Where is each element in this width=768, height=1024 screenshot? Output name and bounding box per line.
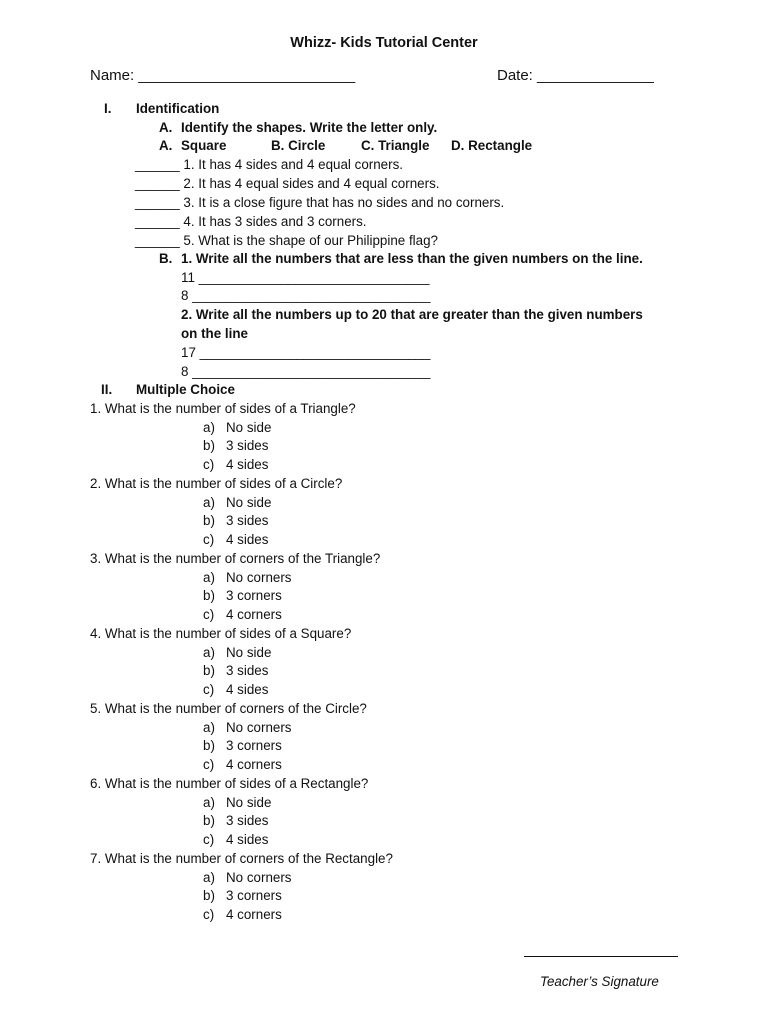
name-field: Name: __________________________	[90, 67, 356, 84]
question-text: 6. What is the number of sides of a Rectangle?	[90, 776, 369, 791]
date-field: Date: ______________	[497, 67, 654, 84]
signature-line	[524, 939, 678, 957]
option-text: 4 corners	[226, 757, 282, 772]
question-text: 4. What is the number of sides of a Square?	[90, 626, 352, 641]
option-text: No side	[226, 645, 272, 660]
option-letter: c)	[203, 607, 215, 622]
option-text: 3 sides	[226, 513, 269, 528]
option-letter: b)	[203, 813, 215, 828]
identification-item: ______ 2. It has 4 equal sides and 4 equal corners.	[135, 176, 440, 191]
answer-line: 8 ________________________________	[181, 364, 431, 379]
partA-instruction: Identify the shapes. Write the letter only.	[181, 120, 438, 135]
identification-item: ______ 1. It has 4 sides and 4 equal corners.	[135, 157, 403, 172]
option-letter: a)	[203, 795, 215, 810]
option-letter: c)	[203, 907, 215, 922]
signature-label: Teacher’s Signature	[540, 974, 659, 989]
option-letter: b)	[203, 513, 215, 528]
partA-letter: A.	[159, 120, 173, 135]
option-text: 4 corners	[226, 607, 282, 622]
choice-a-label: Square	[181, 138, 227, 153]
identification-item: ______ 4. It has 3 sides and 3 corners.	[135, 214, 367, 229]
option-letter: b)	[203, 738, 215, 753]
option-letter: a)	[203, 420, 215, 435]
answer-line: 11 _______________________________	[181, 270, 430, 285]
option-text: 3 corners	[226, 738, 282, 753]
answer-line: 8 ________________________________	[181, 288, 431, 303]
partB-q2-continued: on the line	[181, 326, 248, 341]
option-letter: b)	[203, 663, 215, 678]
section2-heading: Multiple Choice	[136, 382, 235, 397]
partB-q2: 2. Write all the numbers up to 20 that are greater than the given numbers	[181, 307, 643, 322]
option-text: 4 sides	[226, 832, 269, 847]
choice-d-label: D. Rectangle	[451, 138, 533, 153]
option-letter: c)	[203, 832, 215, 847]
choice-c-label: C. Triangle	[361, 138, 430, 153]
option-text: 3 sides	[226, 663, 269, 678]
option-letter: c)	[203, 757, 215, 772]
option-letter: b)	[203, 888, 215, 903]
question-text: 1. What is the number of sides of a Triangle?	[90, 401, 356, 416]
option-text: 3 sides	[226, 813, 269, 828]
answer-line: 17 _______________________________	[181, 345, 431, 360]
option-letter: c)	[203, 532, 215, 547]
option-letter: a)	[203, 645, 215, 660]
page-title: Whizz- Kids Tutorial Center	[290, 35, 478, 51]
option-text: No corners	[226, 870, 292, 885]
option-text: 3 corners	[226, 888, 282, 903]
partB-q1: 1. Write all the numbers that are less than the given numbers on the line.	[181, 251, 643, 266]
option-text: No corners	[226, 720, 292, 735]
option-text: 4 sides	[226, 532, 269, 547]
option-letter: b)	[203, 588, 215, 603]
option-text: 3 sides	[226, 438, 269, 453]
option-letter: c)	[203, 682, 215, 697]
option-text: No side	[226, 495, 272, 510]
choice-b-label: B. Circle	[271, 138, 326, 153]
option-letter: a)	[203, 720, 215, 735]
option-text: 4 sides	[226, 457, 269, 472]
option-text: 4 sides	[226, 682, 269, 697]
section1-numeral: I.	[104, 101, 112, 116]
option-letter: a)	[203, 870, 215, 885]
choice-a-letter: A.	[159, 138, 173, 153]
option-text: 4 corners	[226, 907, 282, 922]
question-text: 7. What is the number of corners of the Rectangle?	[90, 851, 393, 866]
option-letter: b)	[203, 438, 215, 453]
question-text: 3. What is the number of corners of the Triangle?	[90, 551, 381, 566]
question-text: 5. What is the number of corners of the Circle?	[90, 701, 367, 716]
option-text: No side	[226, 420, 272, 435]
identification-item: ______ 3. It is a close figure that has no sides and no corners.	[135, 195, 505, 210]
option-text: 3 corners	[226, 588, 282, 603]
option-letter: a)	[203, 495, 215, 510]
partB-letter: B.	[159, 251, 173, 266]
option-text: No side	[226, 795, 272, 810]
option-letter: c)	[203, 457, 215, 472]
identification-item: ______ 5. What is the shape of our Philippine flag?	[135, 233, 438, 248]
option-letter: a)	[203, 570, 215, 585]
question-text: 2. What is the number of sides of a Circle?	[90, 476, 343, 491]
section2-numeral: II.	[101, 382, 113, 397]
option-text: No corners	[226, 570, 292, 585]
section1-heading: Identification	[136, 101, 220, 116]
